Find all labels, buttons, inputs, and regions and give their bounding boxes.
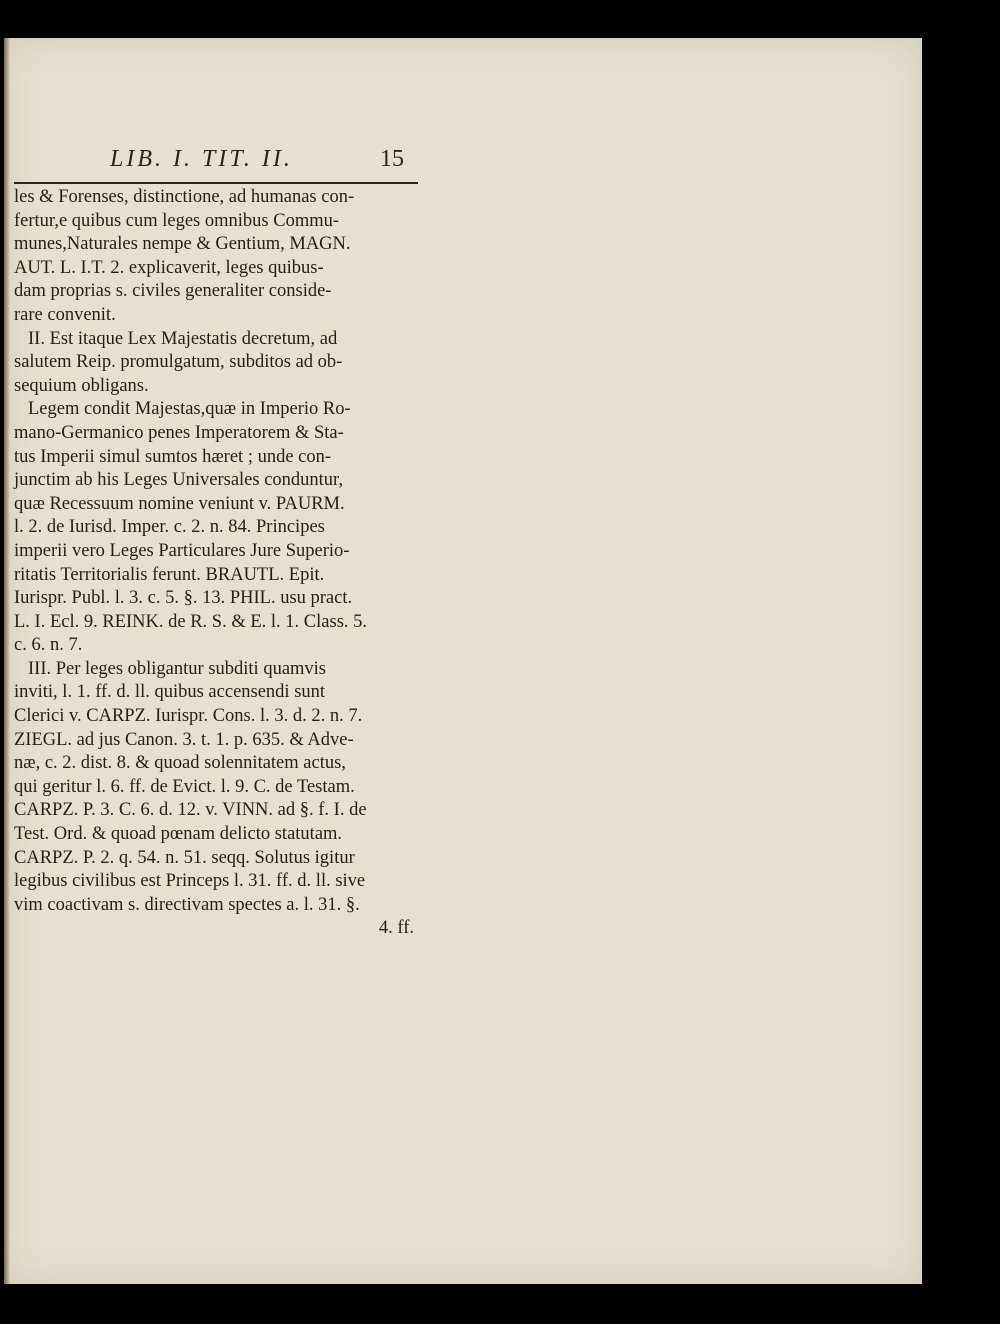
- text-line: imperii vero Leges Particulares Jure Superio-: [14, 540, 350, 561]
- text-line: salutem Reip. promulgatum, subditos ad ob-: [14, 352, 343, 373]
- text-line: inviti, l. 1. ff. d. ll. quibus accensendi sunt: [14, 682, 326, 703]
- page-gutter-shadow: [4, 38, 10, 1284]
- text-line: dam proprias s. civiles generaliter conside-: [14, 281, 332, 302]
- text-line: AUT. L. I.T. 2. explicaverit, leges quibus-: [14, 257, 324, 278]
- text-line: c. 6. n. 7.: [14, 635, 83, 656]
- catchword: 4. ff.: [378, 918, 414, 939]
- paragraph-II-line: II. Est itaque Lex Majestatis decretum, ad: [28, 328, 338, 349]
- body-text: [14, 186, 418, 941]
- text-line: næ, c. 2. dist. 8. & quoad solennitatem actus,: [14, 753, 346, 774]
- text-line: sequium obligans.: [14, 375, 149, 396]
- text-line: ritatis Territorialis ferunt. BRAUTL. Epit.: [14, 564, 325, 585]
- text-line: les & Forenses, distinctione, ad humanas con-: [14, 187, 355, 207]
- running-head-title: LIB. I. TIT. II.: [110, 146, 293, 172]
- text-line: l. 2. de Iurisd. Imper. c. 2. n. 84. Principes: [14, 517, 325, 538]
- paragraph-III-line: III. Per leges obligantur subditi quamvis: [28, 658, 327, 679]
- text-line: junctim ab his Leges Universales conduntur,: [14, 470, 344, 491]
- text-line: munes,Naturales nempe & Gentium, MAGN.: [14, 234, 351, 255]
- text-line: CARPZ. P. 2. q. 54. n. 51. seqq. Solutus igitur: [14, 847, 355, 868]
- running-head: [110, 146, 410, 180]
- text-line: Legem condit Majestas,quæ in Imperio Ro-: [28, 399, 351, 420]
- text-line: rare convenit.: [14, 304, 116, 325]
- page-number: 15: [380, 146, 404, 172]
- text-line: CARPZ. P. 3. C. 6. d. 12. v. VINN. ad §. f. I. de: [14, 800, 367, 821]
- text-line: L. I. Ecl. 9. REINK. de R. S. & E. l. 1. Class. 5.: [14, 611, 368, 632]
- text-line: Clerici v. CARPZ. Iurispr. Cons. l. 3. d. 2. n. 7.: [14, 706, 363, 727]
- text-line: quæ Recessuum nomine veniunt v. PAURM.: [14, 493, 345, 514]
- text-line: mano-Germanico penes Imperatorem & Sta-: [14, 422, 344, 443]
- text-line: Test. Ord. & quoad pœnam delicto statutam.: [14, 824, 343, 845]
- text-line: fertur,e quibus cum leges omnibus Commu-: [14, 210, 340, 231]
- text-line: vim coactivam s. directivam spectes a. l. 31. §.: [14, 894, 360, 915]
- text-line: qui geritur l. 6. ff. de Evict. l. 9. C. de Testam.: [14, 776, 355, 797]
- text-line: tus Imperii simul sumtos hæret ; unde con-: [14, 446, 332, 467]
- text-line: Iurispr. Publ. l. 3. c. 5. §. 13. PHIL. usu pract.: [14, 588, 353, 609]
- text-line: ZIEGL. ad jus Canon. 3. t. 1. p. 635. & Adve-: [14, 729, 354, 750]
- text-line: legibus civilibus est Princeps l. 31. ff. d. ll. sive: [14, 871, 366, 892]
- header-rule: [14, 182, 418, 184]
